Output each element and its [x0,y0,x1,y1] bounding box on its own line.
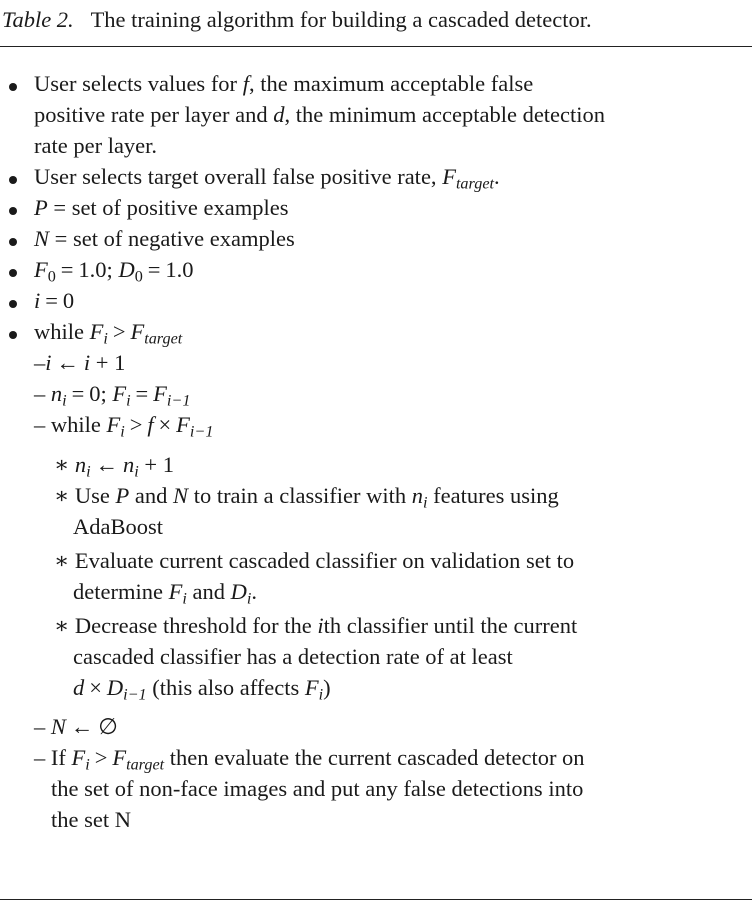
inner-step-threshold-line-3 [73,672,331,703]
op: = [147,257,161,282]
text: positive rate per layer and [34,102,268,127]
op: × [158,412,172,437]
bullet-marker [9,331,17,339]
punct: ; [106,257,113,282]
var-F: F [89,319,104,344]
bullet-marker [9,176,17,184]
text: AdaBoost [73,514,163,539]
sub-target: target [144,329,183,348]
var-F: F [71,745,86,770]
substep-reset-N [34,711,118,742]
substep-inner-while [34,409,213,440]
var-P: P [115,483,130,508]
inner-step-threshold-line-2 [73,641,513,672]
text: the minimum acceptable detection [295,102,606,127]
var-F: F [34,257,48,282]
sub: i [318,685,324,704]
var-n: n [74,452,87,477]
punct: , [248,71,255,96]
var-F: F [112,745,127,770]
var-f: f [147,412,154,437]
keyword-if: If [50,745,66,770]
sub: 0 [134,267,143,286]
bullet-marker [9,83,17,91]
var-F: F [176,412,190,437]
inner-step-threshold-line-1 [54,610,577,641]
var-i: i [34,288,41,313]
var-i: i [45,350,52,375]
text: the set of non-face images and put any false detections into [51,776,584,801]
op: + 1 [95,350,126,375]
text: cascaded classifier has a detection rate of at least [73,644,513,669]
var-d: d [73,675,85,700]
var-F: F [130,319,145,344]
inner-step-evaluate-line-1 [54,545,574,576]
step-init-F-D [34,254,193,285]
table-caption-text: The training algorithm for building a cascaded detector. [90,7,592,32]
op: = [45,288,58,313]
text: rate per layer. [34,133,158,158]
var-f: f [242,71,249,96]
sub: i−1 [123,685,147,704]
star-marker: ∗ [54,483,70,508]
sub: i [85,755,90,774]
text: Decrease threshold for the [74,613,312,638]
sub: 0 [47,267,56,286]
var-D: D [230,579,247,604]
var-N: N [50,714,66,739]
var-d: d [273,102,285,127]
empty-set: ∅ [98,714,118,739]
num: 1.0 [165,257,194,282]
step-positive-set [34,192,289,223]
step-select-target [34,161,500,192]
text: User selects target overall false positive rate, [34,164,437,189]
sub: i [62,391,67,410]
op: = [71,381,85,406]
inner-step-train-line-2 [73,511,163,542]
var-F: F [153,381,167,406]
star-marker: ∗ [54,613,70,638]
text: this also affects [159,675,300,700]
sub-target: target [126,755,165,774]
op: ← [56,350,79,375]
var-n: n [411,483,423,508]
num: 0 [62,288,75,313]
sub: i−1 [189,422,214,441]
op: > [94,745,108,770]
var-i: i [83,350,91,375]
bullet-marker [9,300,17,308]
var-n: n [123,452,135,477]
op: ← [70,714,94,739]
sub-target: target [455,174,495,193]
sub: i [126,391,131,410]
var-P: P [34,195,48,220]
dash-marker: – [34,381,46,406]
dash-marker: – [34,412,46,437]
op: = [135,381,149,406]
sub: i [86,462,91,481]
text: features using [433,483,559,508]
text: the set N [51,807,131,832]
text: the maximum acceptable false [260,71,534,96]
var-i: i [317,613,324,638]
var-N: N [34,226,50,251]
text: = set of positive examples [53,195,289,220]
text: then evaluate the current cascaded detector on [169,745,585,770]
dash-marker: – [34,350,46,375]
text: determine [73,579,163,604]
op: + 1 [144,452,174,477]
op: > [112,319,126,344]
text: to train a classifier with [193,483,407,508]
punct: ; [100,381,107,406]
dash-marker: – [34,714,46,739]
punct: ( [152,675,160,700]
substep-mine-negatives-line-2 [51,773,583,804]
step-init-i [34,285,74,316]
text: = set of negative examples [54,226,295,251]
step-negative-set [34,223,295,254]
op: × [89,675,102,700]
punct: ) [323,675,331,700]
op: > [129,412,143,437]
table-top-rule [0,46,752,47]
substep-mine-negatives-line-1 [34,742,585,773]
substep-increment-i [34,347,125,378]
num: 0 [89,381,101,406]
sub: i [182,589,187,608]
step-select-f-d-line-1 [34,68,533,99]
substep-mine-negatives-line-3 [51,804,131,835]
text: User selects values for [34,71,238,96]
bullet-marker [9,207,17,215]
punct: , [284,102,291,127]
substep-reset-n [34,378,190,409]
var-n: n [50,381,63,406]
punct: . [494,164,500,189]
sub: i [423,493,428,512]
var-F: F [112,381,127,406]
text: th classifier until the current [323,613,578,638]
text: and [134,483,168,508]
var-F: F [442,164,456,189]
table-bottom-rule [0,899,752,900]
sub: i [246,589,252,608]
table-caption [2,4,592,35]
step-select-f-d-line-2 [34,99,605,130]
var-F: F [304,675,319,700]
var-D: D [118,257,135,282]
inner-step-train-line-1 [54,480,559,511]
var-F: F [106,412,121,437]
sub: i [134,462,139,481]
step-select-f-d-line-3 [34,130,157,161]
num: 1.0 [78,257,107,282]
text: and [192,579,225,604]
inner-step-evaluate-line-2 [73,576,257,607]
inner-step-increment-n [54,449,174,480]
keyword-while: while [50,412,101,437]
op: = [60,257,74,282]
op: ← [95,452,119,477]
table-caption-label: Table 2. [2,7,74,32]
text: Evaluate current cascaded classifier on validation set to [74,548,575,573]
sub: i−1 [166,391,191,410]
keyword-while: while [34,319,84,344]
sub: i [120,422,125,441]
var-F: F [168,579,183,604]
dash-marker: – [34,745,46,770]
var-N: N [173,483,189,508]
var-D: D [106,675,124,700]
bullet-marker [9,269,17,277]
text: Use [74,483,110,508]
star-marker: ∗ [54,452,70,477]
sub: i [103,329,108,348]
star-marker: ∗ [54,548,70,573]
bullet-marker [9,238,17,246]
punct: . [251,579,257,604]
step-outer-while [34,316,182,347]
